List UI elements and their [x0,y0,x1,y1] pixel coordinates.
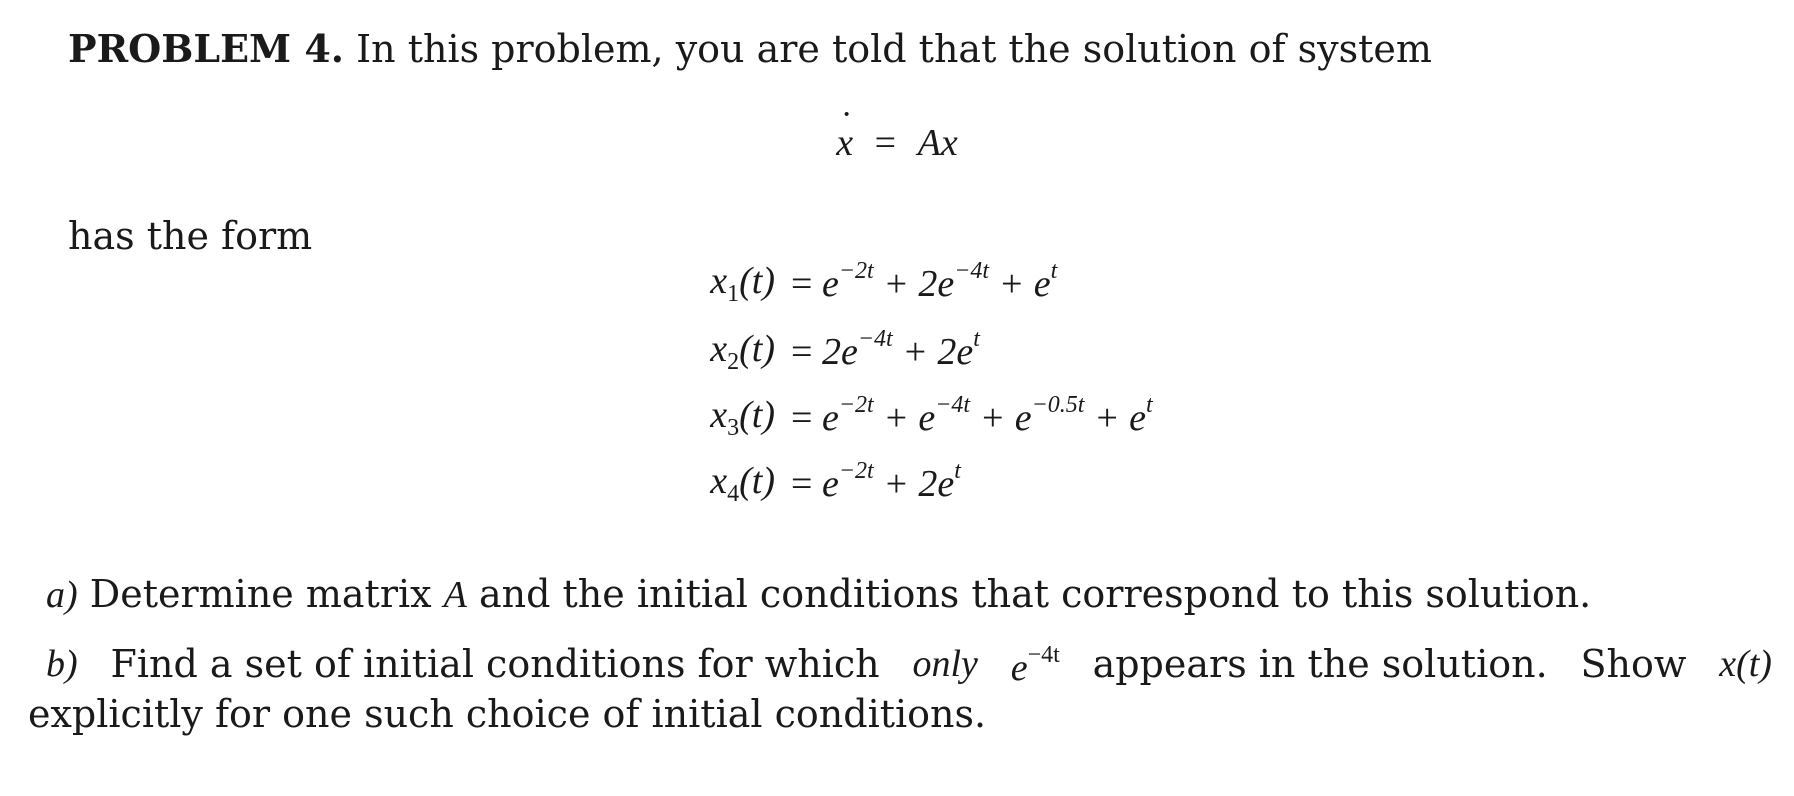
problem-statement [68,26,1432,71]
solution-rhs: = $e^{-2t} + e^{-4t} + e^{-0.5t} + e^t$ [791,392,1153,439]
problem-intro: In this problem, you are told that the solution of system [356,27,1432,71]
part-b-line2: explicitly for one such choice of initial conditions. [28,692,987,736]
part-b-exp: $e^{-4t}$ [1010,642,1060,689]
solution-lhs: $x_1(t)$ [710,260,775,307]
part-b-xt: x(t) [1719,643,1772,685]
part-b-text2: appears in the solution. [1092,642,1548,686]
part-b-text3: Show [1580,642,1687,686]
has-form-text: has the form [68,214,313,258]
part-a-var: A [443,574,467,616]
part-b-label: b) [46,643,78,685]
part-a-text-after: and the initial conditions that correspond to this solution. [478,572,1592,616]
system-eq-sign: = [874,122,897,164]
part-a [46,572,1591,617]
system-equation [0,120,1794,165]
system-rhs: Ax [917,122,958,164]
problem-label: PROBLEM 4. [68,26,345,71]
solution-lhs: $x_2(t)$ [710,328,775,375]
solution-lhs: $x_3(t)$ [710,394,775,441]
solution-rhs: = $2e^{-4t} + 2e^t$ [791,326,980,373]
part-b-text1: Find a set of initial conditions for which [110,642,880,686]
system-lhs: ˙ x [836,121,853,165]
solution-lhs: $x_4(t)$ [710,460,775,507]
part-b-line1 [46,642,1772,690]
part-b-emph: only [912,643,978,685]
part-a-label: a) [46,574,78,616]
solution-rhs: = $e^{-2t} + 2e^t$ [791,458,961,505]
part-a-text-before: Determine matrix [89,572,432,616]
solution-rhs: = $e^{-2t} + 2e^{-4t} + e^t$ [791,258,1058,305]
